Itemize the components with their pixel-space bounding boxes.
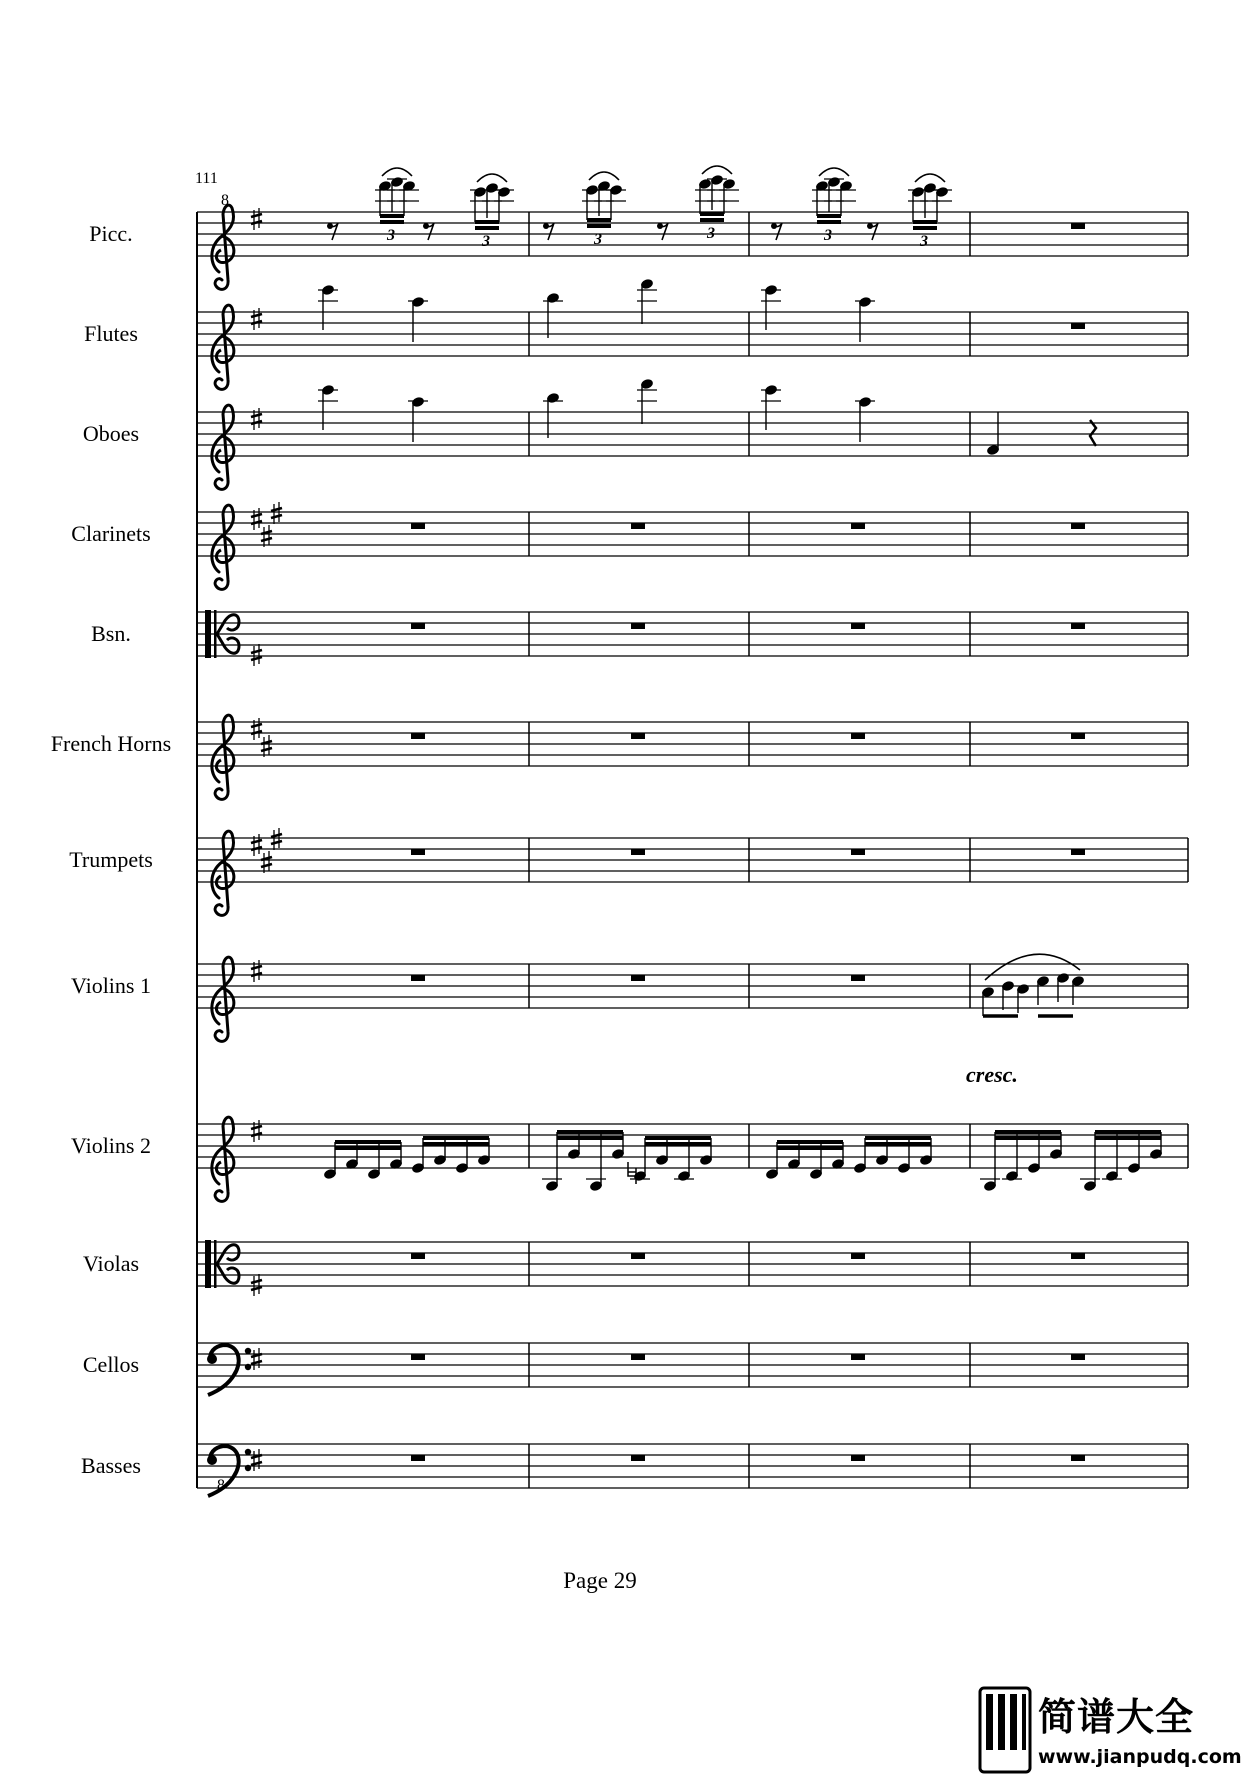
whole-rest [411,523,425,529]
triplet-marker: 3 [920,233,928,250]
instrument-label: Picc. [89,221,133,246]
whole-rest [631,733,645,739]
sharp-sign [251,834,262,856]
triplet-marker: 3 [707,225,715,242]
slur [477,174,507,182]
eighth-rest [867,223,878,240]
sharp-sign [251,408,262,430]
eighth-rest [327,223,338,240]
treble-clef [212,505,234,589]
site-logo [978,1686,1242,1778]
instrument-label: French Horns [50,731,172,756]
staff-6 [197,715,1188,799]
whole-rest [411,623,425,629]
instrument-label: Violins 1 [71,973,151,998]
whole-rest [631,1354,645,1360]
quarter-rest [1090,420,1096,446]
staff-10 [197,1240,1188,1296]
slur [382,168,412,176]
whole-rest [411,975,425,981]
staff-7 [197,828,1188,915]
whole-rest [631,523,645,529]
treble-clef [212,1117,234,1201]
whole-rest [851,623,865,629]
staff-12 [197,1444,1188,1496]
whole-rest [1071,223,1085,229]
treble-clef [212,305,234,389]
instrument-label: Violins 2 [71,1133,151,1158]
triplet-marker: 3 [482,233,490,250]
sharp-sign [251,308,262,330]
instrument-label: Oboes [82,421,140,446]
whole-rest [1071,1354,1085,1360]
whole-rest [411,733,425,739]
staff-5 [197,610,1188,666]
instrument-label: Flutes [84,321,138,346]
treble-clef [212,957,234,1041]
eighth-rest [771,223,782,240]
sharp-sign [251,1120,262,1142]
instrument-label: Clarinets [71,521,151,546]
whole-rest [1071,523,1085,529]
staff-4 [197,502,1188,589]
piano-keys-icon [978,1686,1034,1776]
slur [589,172,619,180]
sharp-sign [271,828,282,850]
whole-rest [851,1455,865,1461]
logo-url: www.jianpudq.com [1038,1746,1242,1768]
triplet-marker: 3 [824,227,832,244]
whole-rest [411,1455,425,1461]
whole-rest [1071,733,1085,739]
treble-clef [212,715,234,799]
sharp-sign [271,502,282,524]
staff-2 [197,305,1188,389]
whole-rest [1071,849,1085,855]
instrument-label: Cellos [82,1352,140,1377]
sharp-sign [261,851,272,873]
eighth-rest [543,223,554,240]
whole-rest [631,1455,645,1461]
instrument-label: Violas [82,1251,140,1276]
slur [819,168,849,176]
whole-rest [411,1253,425,1259]
sharp-sign [261,525,272,547]
staff-11 [197,1343,1188,1395]
whole-rest [631,623,645,629]
staff-8 [197,957,1188,1041]
measure-number: 111 [195,170,218,187]
sharp-sign [251,644,262,666]
logo-chinese-text: 简谱大全 [1038,1695,1195,1739]
sharp-sign [251,508,262,530]
eighth-rest [423,223,434,240]
whole-rest [851,523,865,529]
whole-rest [631,975,645,981]
whole-rest [1071,1455,1085,1461]
octave-marker: 8 [221,192,229,209]
whole-rest [1071,623,1085,629]
slur [915,174,945,182]
whole-rest [851,733,865,739]
whole-rest [851,1253,865,1259]
sharp-sign [251,1274,262,1296]
octave-marker: 8 [217,1477,225,1494]
eighth-rest [657,223,668,240]
sharp-sign [251,718,262,740]
instrument-label: Trumpets [69,847,153,872]
sharp-sign [251,960,262,982]
instrument-label: Basses [81,1453,141,1478]
page-number: Page 29 [563,1568,637,1593]
whole-rest [851,849,865,855]
whole-rest [631,1253,645,1259]
triplet-marker: 3 [387,227,395,244]
crescendo-marking: cresc. [966,1062,1018,1087]
triplet-marker: 3 [594,231,602,248]
sharp-sign [261,735,272,757]
slur [702,166,732,174]
whole-rest [1071,323,1085,329]
treble-clef [212,831,234,915]
sharp-sign [251,1348,262,1370]
sharp-sign [251,1449,262,1471]
whole-rest [851,975,865,981]
whole-rest [411,1354,425,1360]
staff-1 [197,205,1188,289]
whole-rest [631,849,645,855]
treble-clef [212,205,234,289]
treble-clef [212,405,234,489]
sharp-sign [251,208,262,230]
natural-sign [628,1162,636,1184]
whole-rest [1071,1253,1085,1259]
whole-rest [411,849,425,855]
staff-3 [197,405,1188,489]
whole-rest [851,1354,865,1360]
instrument-label: Bsn. [91,621,131,646]
